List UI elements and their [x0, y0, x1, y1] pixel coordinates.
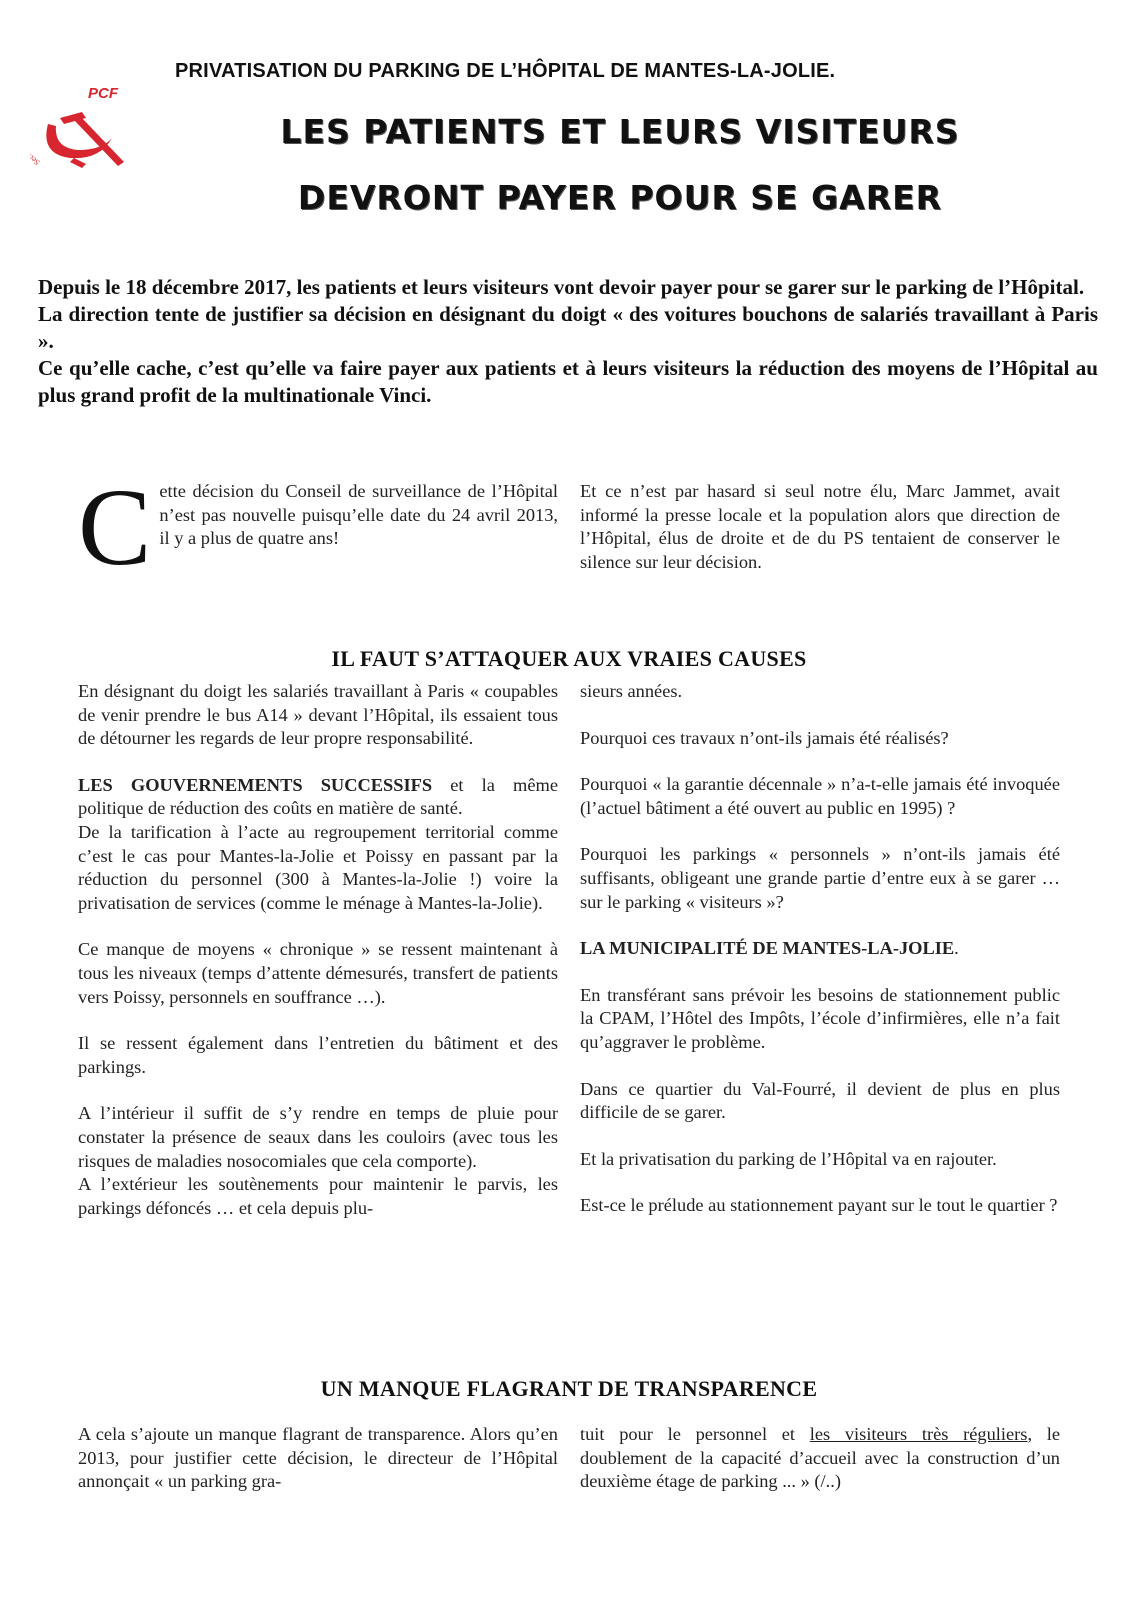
kicker-title: PRIVATISATION DU PARKING DE L’HÔPITAL DE MANTES-LA-JOLIE.	[175, 60, 836, 82]
causes-right-p9: Est-ce le prélude au stationnement payant sur le tout le quartier ?	[580, 1195, 1058, 1216]
headline-line-1: LES PATIENTS ET LEURS VISITEURS	[280, 112, 960, 151]
municipality-heading: LA MUNICIPALITÉ DE MANTES-LA-JOLIE	[580, 938, 955, 959]
causes-right-p4: Pourquoi les parkings « personnels » n’ont-ils jamais été suffisants, obligeant une grande partie d’entre eux à se garer … sur le parking « visiteurs »?	[580, 844, 1060, 912]
causes-left-p1: En désignant du doigt les salariés travaillant à Paris « coupables de venir prendre le bus A14 » devant l’Hôpital, ils essaient tous de détourner les regards de leur propre responsabilité.	[78, 681, 558, 749]
intro-left-column	[78, 466, 558, 588]
intro-right-column	[580, 480, 1060, 574]
causes-left-p3: De la tarification à l’acte au regroupement territorial comme c’est le cas pour Mantes-la-Jolie et Poissy en passant par la réduction du personnel (300 à Mantes-la-Jolie !) voire la privatisation de services (comme le ménage à Mantes-la-Jolie).	[78, 821, 558, 913]
headline-line-2: DEVRONT PAYER POUR SE GARER	[297, 178, 943, 217]
drop-cap: C	[78, 466, 152, 588]
intro-left-text: ette décision du Conseil de surveillance de l’Hôpital n’est pas nouvelle puisqu’elle date du 24 avril 2013, il y a plus de quatre ans!	[159, 481, 558, 549]
causes-right-column	[580, 680, 1060, 1218]
causes-right-p7: Dans ce quartier du Val-Fourré, il devient de plus en plus difficile de se garer.	[580, 1078, 1060, 1123]
lead-p3: Ce qu’elle cache, c’est qu’elle va faire payer aux patients et à leurs visiteurs la réduction des moyens de l’Hôpital au plus grand profit de la multinationale Vinci.	[38, 356, 1098, 407]
logo-brand: PCF	[88, 85, 118, 102]
intro-right-text: Et ce n’est par hasard si seul notre élu, Marc Jammet, avait informé la presse locale et la population alors que direction de l’Hôpital, élus de droite et de du PS tentaient de conserver le silence sur leur décision.	[580, 481, 1060, 572]
svg-text:Section de Mantes-la-Jolie	[30, 82, 41, 167]
pcf-logo	[30, 66, 130, 176]
governments-heading: LES GOUVERNEMENTS SUCCESSIFS	[78, 774, 433, 795]
hammer-sickle-logo	[30, 66, 130, 176]
section-title-causes: IL FAUT S’ATTAQUER AUX VRAIES CAUSES	[331, 646, 807, 671]
transparence-right-text: tuit pour le personnel et les visiteurs très réguliers, le doublement de la capacité d’accueil avec la construction d’un deuxième étage de parking ... » (/..)	[580, 1424, 1061, 1492]
logo-arc-text: Se	[30, 155, 42, 167]
transparence-left-text: A cela s’ajoute un manque flagrant de transparence. Alors qu’en 2013, pour justifier cette décision, le directeur de l’Hôpital annonçait « un parking gra-	[78, 1424, 558, 1492]
causes-left-column	[78, 680, 558, 1220]
lead-p1: Depuis le 18 décembre 2017, les patients et leurs visiteurs vont devoir payer pour se garer sur le parking de l’Hôpital.	[38, 275, 1085, 299]
section-title-transparence: UN MANQUE FLAGRANT DE TRANSPARENCE	[320, 1376, 818, 1401]
transparence-right-column	[580, 1423, 1060, 1494]
causes-right-p3: Pourquoi « la garantie décennale » n’a-t-elle jamais été invoquée (l’actuel bâtiment a été ouvert au public en 1995) ?	[580, 774, 1060, 818]
transparence-left-column	[78, 1423, 558, 1494]
underlined-phrase: les visiteurs très réguliers	[809, 1424, 1028, 1444]
causes-right-p8: Et la privatisation du parking de l’Hôpital va en rajouter.	[580, 1148, 997, 1169]
causes-right-p5: LA MUNICIPALITÉ DE MANTES-LA-JOLIE.	[580, 938, 959, 959]
lead-paragraph	[38, 274, 1098, 409]
causes-left-p5: Il se ressent également dans l’entretien du bâtiment et des parkings.	[78, 1033, 558, 1077]
lead-p2: La direction tente de justifier sa décision en désignant du doigt « des voitures bouchons de salariés travaillant à Paris ».	[38, 302, 1098, 353]
causes-left-p4: Ce manque de moyens « chronique » se ressent maintenant à tous les niveaux (temps d’attente démesurés, transfert de patients vers Poissy, personnels en souffrance …).	[78, 939, 558, 1007]
causes-left-p6: A l’intérieur il suffit de s’y rendre en temps de pluie pour constater la présence de seaux dans les couloirs (avec tous les risques de maladies nosocomiales que cela comporte).	[78, 1103, 558, 1171]
causes-right-p6: En transférant sans prévoir les besoins de stationnement public la CPAM, l’Hôtel des Impôts, l’école d’infirmières, elle n’a fait qu’aggraver le problème.	[580, 984, 1060, 1052]
causes-left-p2: LES GOUVERNEMENTS SUCCESSIFS et la même politique de réduction des coûts en matière de santé.	[78, 774, 558, 819]
causes-right-p1: sieurs années.	[580, 681, 683, 701]
causes-right-p2: Pourquoi ces travaux n’ont-ils jamais été réalisés?	[580, 727, 949, 748]
causes-left-p7: A l’extérieur les soutènements pour maintenir le parvis, les parkings défoncés … et cela depuis plu-	[78, 1174, 558, 1218]
